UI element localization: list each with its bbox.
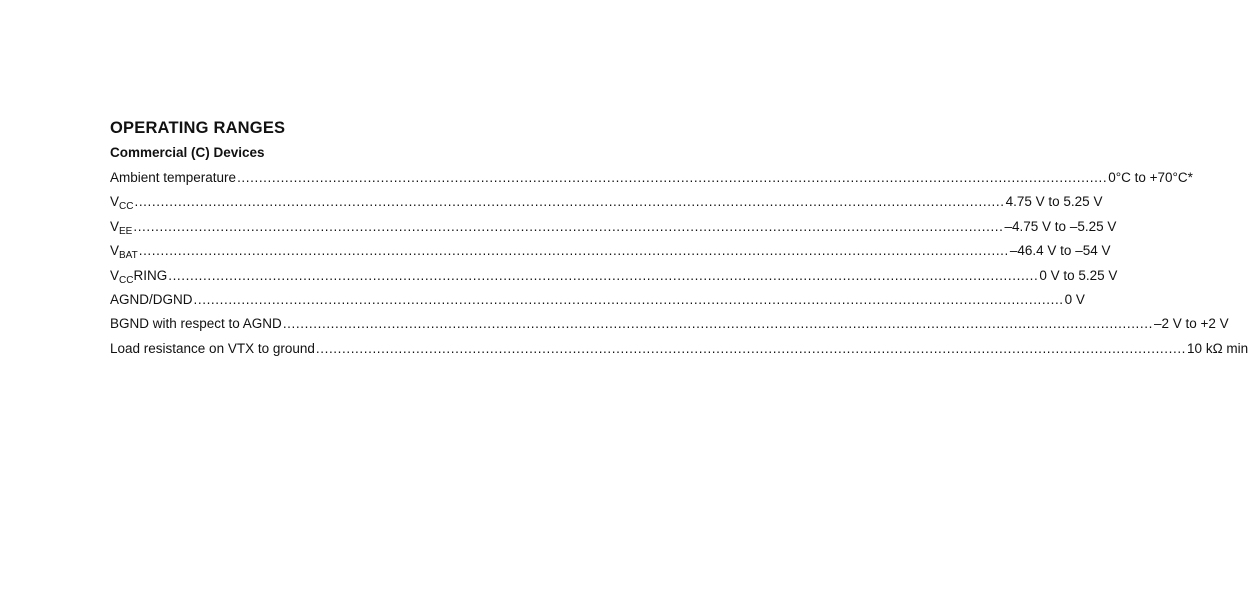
range-row-vbat bbox=[110, 239, 1111, 263]
range-label bbox=[110, 239, 138, 263]
operating-ranges-section bbox=[110, 119, 1248, 361]
dot-leader: ........................................................................................................................................................................................................ bbox=[282, 316, 1153, 332]
symbol-main: V bbox=[110, 194, 120, 210]
range-label bbox=[110, 264, 167, 288]
symbol-subscript: BAT bbox=[119, 250, 138, 262]
symbol-subscript: CC bbox=[119, 201, 134, 213]
symbol-main: V bbox=[110, 267, 120, 283]
range-row-vcc bbox=[110, 190, 1103, 214]
dot-leader: ........................................................................................................................................................................................................ bbox=[315, 340, 1187, 356]
range-row-vee bbox=[110, 215, 1117, 239]
dot-leader: ........................................................................................................................................................................................................ bbox=[133, 218, 1004, 234]
range-row-bgnd bbox=[110, 312, 1229, 336]
symbol-subscript: EE bbox=[119, 225, 133, 237]
range-value: –4.75 V to –5.25 V bbox=[1004, 218, 1117, 234]
dot-leader: ........................................................................................................................................................................................................ bbox=[134, 194, 1005, 210]
symbol-main: V bbox=[110, 218, 120, 234]
range-value: –2 V to +2 V bbox=[1153, 316, 1229, 332]
range-row-load-resistance bbox=[110, 337, 1248, 361]
symbol-suffix: RING bbox=[133, 267, 168, 283]
dot-leader: ........................................................................................................................................................................................................ bbox=[168, 267, 1039, 283]
range-value: 10 kΩ min bbox=[1187, 340, 1248, 356]
symbol-main: V bbox=[110, 243, 120, 259]
range-label: Load resistance on VTX to ground bbox=[110, 340, 315, 356]
dot-leader: ........................................................................................................................................................................................................ bbox=[237, 170, 1108, 185]
symbol-subscript: CC bbox=[119, 274, 134, 286]
range-label bbox=[110, 215, 132, 239]
section-title: OPERATING RANGES bbox=[110, 119, 286, 137]
range-label: AGND/DGND bbox=[110, 291, 193, 307]
range-label: Ambient temperature bbox=[110, 170, 237, 185]
range-row-agnd-dgnd bbox=[110, 288, 1085, 312]
range-label bbox=[110, 190, 133, 214]
dot-leader: ........................................................................................................................................................................................................ bbox=[193, 291, 1064, 307]
range-row-ambient-temperature bbox=[110, 166, 1193, 190]
range-value: 0°C to +70°C* bbox=[1108, 170, 1193, 185]
range-label: BGND with respect to AGND bbox=[110, 316, 282, 332]
dot-leader: ........................................................................................................................................................................................................ bbox=[138, 243, 1009, 259]
range-value: 0 V bbox=[1064, 291, 1085, 307]
range-row-vccring bbox=[110, 264, 1118, 288]
range-value: 0 V to 5.25 V bbox=[1039, 267, 1118, 283]
range-value: –46.4 V to –54 V bbox=[1009, 243, 1111, 259]
range-value: 4.75 V to 5.25 V bbox=[1005, 194, 1103, 210]
section-subtitle: Commercial (C) Devices bbox=[110, 145, 265, 160]
